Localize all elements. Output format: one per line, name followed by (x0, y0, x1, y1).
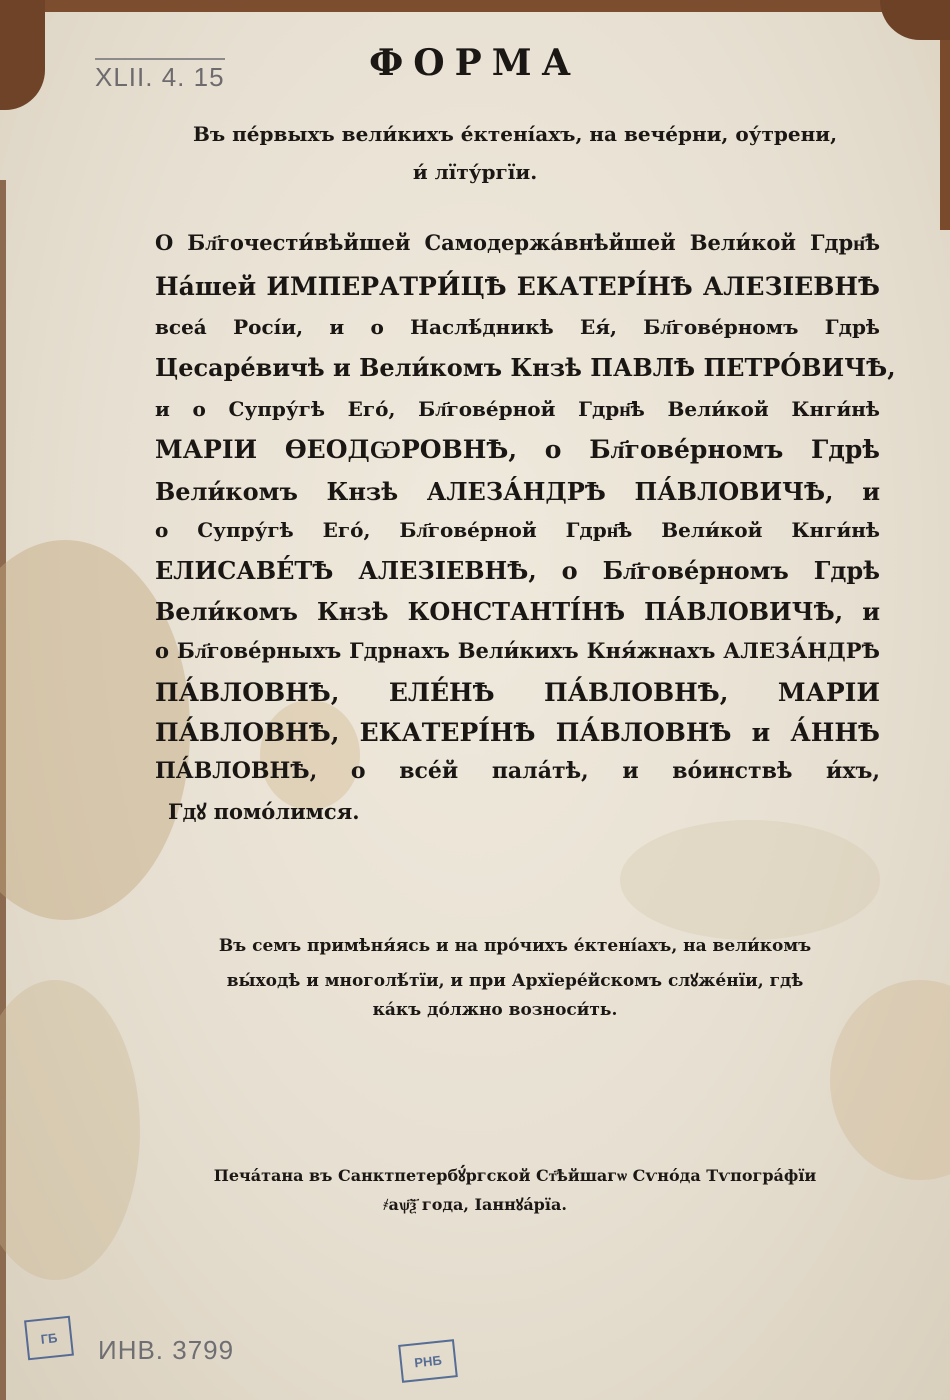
water-stain (0, 980, 140, 1280)
torn-corner-top-right (880, 0, 950, 40)
note-line: Въ семъ примѣня́ясь и на про́чихъ е́ктені́ахъ, на вели́комъ (218, 936, 812, 956)
imprint-line: ҂аѱ҃ѯ҃ года, Іаннꙋа́рїа. (383, 1195, 567, 1214)
body-line: всеа́ Росі́и, и о Наслѣ́дникѣ Ея́, Бл҃гове́рномъ Гдрѣ (155, 315, 880, 339)
body-line: О Бл҃гочести́вѣйшей Самодержа́внѣйшей Вели́кой Гдрн҃ѣ (155, 230, 880, 255)
imprint-line: Печа́тана въ Санктпетербꙋ́ргской Ст҃ѣйшагѡ Сѵно́да Тѵпогра́фїи (213, 1166, 817, 1185)
body-line: Вели́комъ Кнзѣ КОНСТАНТІ́НѢ ПА́ВЛОВИЧѢ, и (155, 597, 880, 626)
inventory-number: ИНВ. 3799 (98, 1335, 235, 1365)
body-line: ЕЛИСАВЕ́ТѢ АЛЕЗІЕВНѢ, о Бл҃гове́рномъ Гдрѣ (155, 556, 880, 585)
body-line: ПА́ВЛОВНѢ, ЕЛЕ́НѢ ПА́ВЛОВНѢ, МАРІИ (155, 678, 880, 707)
body-line: МАРІИ ѲЕОДѠРОВНѢ, о Бл҃гове́рномъ Гдрѣ (155, 435, 880, 464)
note-line: ка́къ до́лжно возноси́ть. (372, 1000, 618, 1020)
subtitle-line: Въ пе́рвыхъ вели́кихъ е́ктені́ахъ, на вече́рни, оу́трени, (192, 122, 838, 146)
body-line: о Бл҃гове́рныхъ Гдрнахъ Вели́кихъ Кня́жнахъ АЛЕЗА́НДРѢ (155, 638, 880, 663)
body-line: Цесаре́вичѣ и Вели́комъ Кнзѣ ПАВЛѢ ПЕТРО́ВИЧѢ, (155, 353, 896, 382)
body-line: о Супру́гѣ Его́, Бл҃гове́рной Гдрн҃ѣ Вели́кой Кнги́нѣ (155, 518, 880, 542)
body-line: Вели́комъ Кнзѣ АЛЕЗА́НДРѢ ПА́ВЛОВИЧѢ, и (155, 477, 880, 506)
body-line: ПА́ВЛОВНѢ, о все́й пала́тѣ, и во́инствѣ и́хъ, (155, 758, 880, 784)
torn-edge-top (0, 0, 950, 12)
library-stamp-left: ГБ (24, 1316, 74, 1361)
body-line: На́шей ИМПЕРАТРИ́ЦѢ ЕКАТЕРІ́НѢ АЛЕЗІЕВНѢ (155, 272, 880, 301)
water-stain (620, 820, 880, 940)
library-stamp-right: РНБ (398, 1339, 458, 1383)
water-stain (260, 700, 360, 810)
body-line-last: Гдꙋ помо́лимся. (168, 799, 360, 824)
note-line: вы́ходѣ и многолѣ́тїи, и при Архїере́йскомъ слꙋже́нїи, гдѣ (226, 971, 804, 991)
body-line: ПА́ВЛОВНѢ, ЕКАТЕРІ́НѢ ПА́ВЛОВНѢ и А́ННѢ (155, 718, 880, 747)
subtitle-line: и́ лїту́ргїи. (412, 160, 538, 184)
page-title: ФОРМА (369, 42, 581, 84)
shelfmark: XLII. 4. 15 (95, 58, 225, 93)
body-line: и о Супру́гѣ Его́, Бл҃гове́рной Гдрн҃ѣ Вели́кой Кнги́нѣ (155, 397, 880, 421)
